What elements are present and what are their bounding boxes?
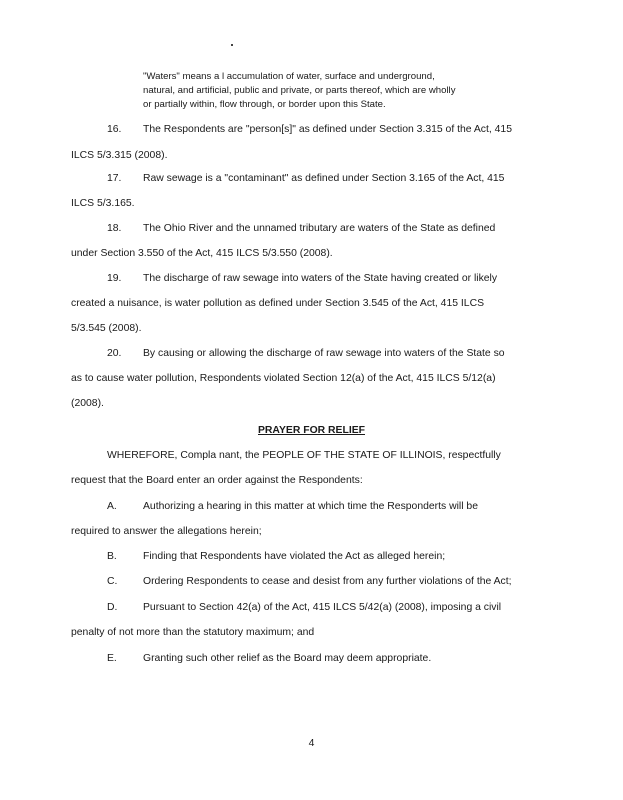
relief-letter: A. xyxy=(107,501,117,512)
paragraph-line: The Ohio River and the unnamed tributary are waters of the State as defined xyxy=(143,223,496,234)
paragraph-line: The Respondents are "person[s]" as defined under Section 3.315 of the Act, 415 xyxy=(143,124,512,135)
paragraph-number: 16. xyxy=(107,124,122,135)
paragraph-line: ILCS 5/3.315 (2008). xyxy=(71,150,168,161)
paragraph-line: 5/3.545 (2008). xyxy=(71,323,142,334)
stray-mark xyxy=(231,44,233,46)
paragraph-line: Raw sewage is a "contaminant" as defined under Section 3.165 of the Act, 415 xyxy=(143,173,505,184)
paragraph-line: under Section 3.550 of the Act, 415 ILCS 5/3.550 (2008). xyxy=(71,248,333,259)
relief-line: penalty of not more than the statutory maximum; and xyxy=(71,627,315,638)
paragraph-line: The discharge of raw sewage into waters of the State having created or likely xyxy=(143,273,498,284)
wherefore-line: request that the Board enter an order against the Respondents: xyxy=(71,475,363,486)
wherefore-line: WHEREFORE, Compla nant, the PEOPLE OF THE STATE OF ILLINOIS, respectfully xyxy=(107,450,501,461)
paragraph-number: 18. xyxy=(107,223,122,234)
paragraph-line: ILCS 5/3.165. xyxy=(71,198,135,209)
relief-letter: D. xyxy=(107,602,118,613)
relief-letter: E. xyxy=(107,653,117,664)
relief-letter: C. xyxy=(107,576,118,587)
paragraph-line: (2008). xyxy=(71,398,104,409)
paragraph-number: 19. xyxy=(107,273,122,284)
relief-line: Pursuant to Section 42(a) of the Act, 415 ILCS 5/42(a) (2008), imposing a civil xyxy=(143,602,502,613)
quote-line: natural, and artificial, public and private, or parts thereof, which are wholly xyxy=(143,85,456,96)
paragraph-number: 17. xyxy=(107,173,122,184)
paragraph-line: created a nuisance, is water pollution as defined under Section 3.545 of the Act, 415 ILCS xyxy=(71,298,485,309)
quote-line: or partially within, flow through, or border upon this State. xyxy=(143,99,386,110)
paragraph-line: as to cause water pollution, Respondents violated Section 12(a) of the Act, 415 ILCS 5/12(a) xyxy=(71,373,496,384)
paragraph-line: By causing or allowing the discharge of raw sewage into waters of the State so xyxy=(143,348,505,359)
relief-line: Ordering Respondents to cease and desist from any further violations of the Act; xyxy=(143,576,512,587)
quote-line: "Waters" means a l accumulation of water, surface and underground, xyxy=(143,71,435,82)
section-heading: PRAYER FOR RELIEF xyxy=(257,425,365,436)
paragraph-number: 20. xyxy=(107,348,122,359)
relief-line: required to answer the allegations herein; xyxy=(71,526,262,537)
waters-definition-quote xyxy=(143,70,523,112)
relief-line: Granting such other relief as the Board may deem appropriate. xyxy=(143,653,432,664)
relief-line: Finding that Respondents have violated the Act as alleged herein; xyxy=(143,551,446,562)
relief-line: Authorizing a hearing in this matter at which time the Responderts will be xyxy=(143,501,478,512)
relief-letter: B. xyxy=(107,551,117,562)
page-number: 4 xyxy=(308,738,315,749)
